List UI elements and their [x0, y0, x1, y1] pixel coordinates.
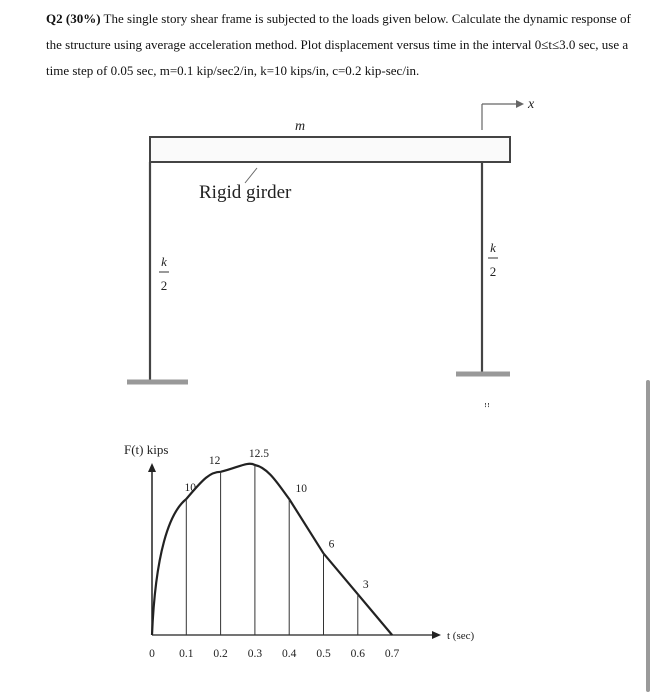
- data-label: 10: [295, 483, 307, 495]
- x-tick-label: 0.5: [316, 648, 331, 660]
- x-tick-label: 0.4: [282, 648, 297, 660]
- chart-xlabel: t (sec): [447, 630, 475, 642]
- x-tick-label: 0.6: [350, 648, 365, 660]
- data-label: 12.5: [248, 448, 269, 460]
- x-tick-label: 0.1: [179, 648, 194, 660]
- data-label: 3: [362, 579, 369, 592]
- x-tick-label: 0.3: [247, 648, 263, 660]
- chart-ylabel: F(t) kips: [124, 442, 169, 457]
- left-stiffness-den: 2: [160, 278, 168, 293]
- x-axis-arrowhead: [432, 631, 441, 639]
- data-label: 12: [208, 454, 221, 467]
- right-stiffness-den: 2: [489, 264, 497, 279]
- x-tick-label: 0: [149, 648, 155, 660]
- data-label: 10: [184, 482, 197, 494]
- shear-frame: [127, 97, 535, 413]
- x-tick-label: 0.7: [384, 648, 400, 660]
- girder-leader-line: [245, 168, 257, 183]
- scan-artifact: ꜝꜝ: [484, 403, 490, 413]
- question-body: The single story shear frame is subjected to the loads given below. Calculate the dynamic response of the structure using average acceleration method. Plot displacement versus time in the interval 0≤t≤3.0 sec, use a time step of 0.05 sec, m=0.1 kip/sec2/in, k=10 kips/in, c=0.2 kip-sec/in.: [46, 11, 631, 78]
- x-tick-label: 0.2: [213, 648, 228, 660]
- rigid-girder: [150, 137, 510, 162]
- x-axis-arrowhead: [516, 100, 524, 108]
- load-chart: [124, 442, 475, 660]
- scrollbar[interactable]: [646, 380, 650, 692]
- x-axis-label: x: [528, 97, 535, 112]
- mass-label: m: [295, 119, 306, 134]
- left-stiffness-k: k: [161, 254, 167, 269]
- right-stiffness-k: k: [490, 240, 496, 255]
- girder-label: Rigid girder: [199, 182, 292, 203]
- y-axis-arrowhead: [148, 463, 156, 472]
- question-number: Q2 (30%): [46, 11, 101, 26]
- data-label: 6: [328, 538, 335, 551]
